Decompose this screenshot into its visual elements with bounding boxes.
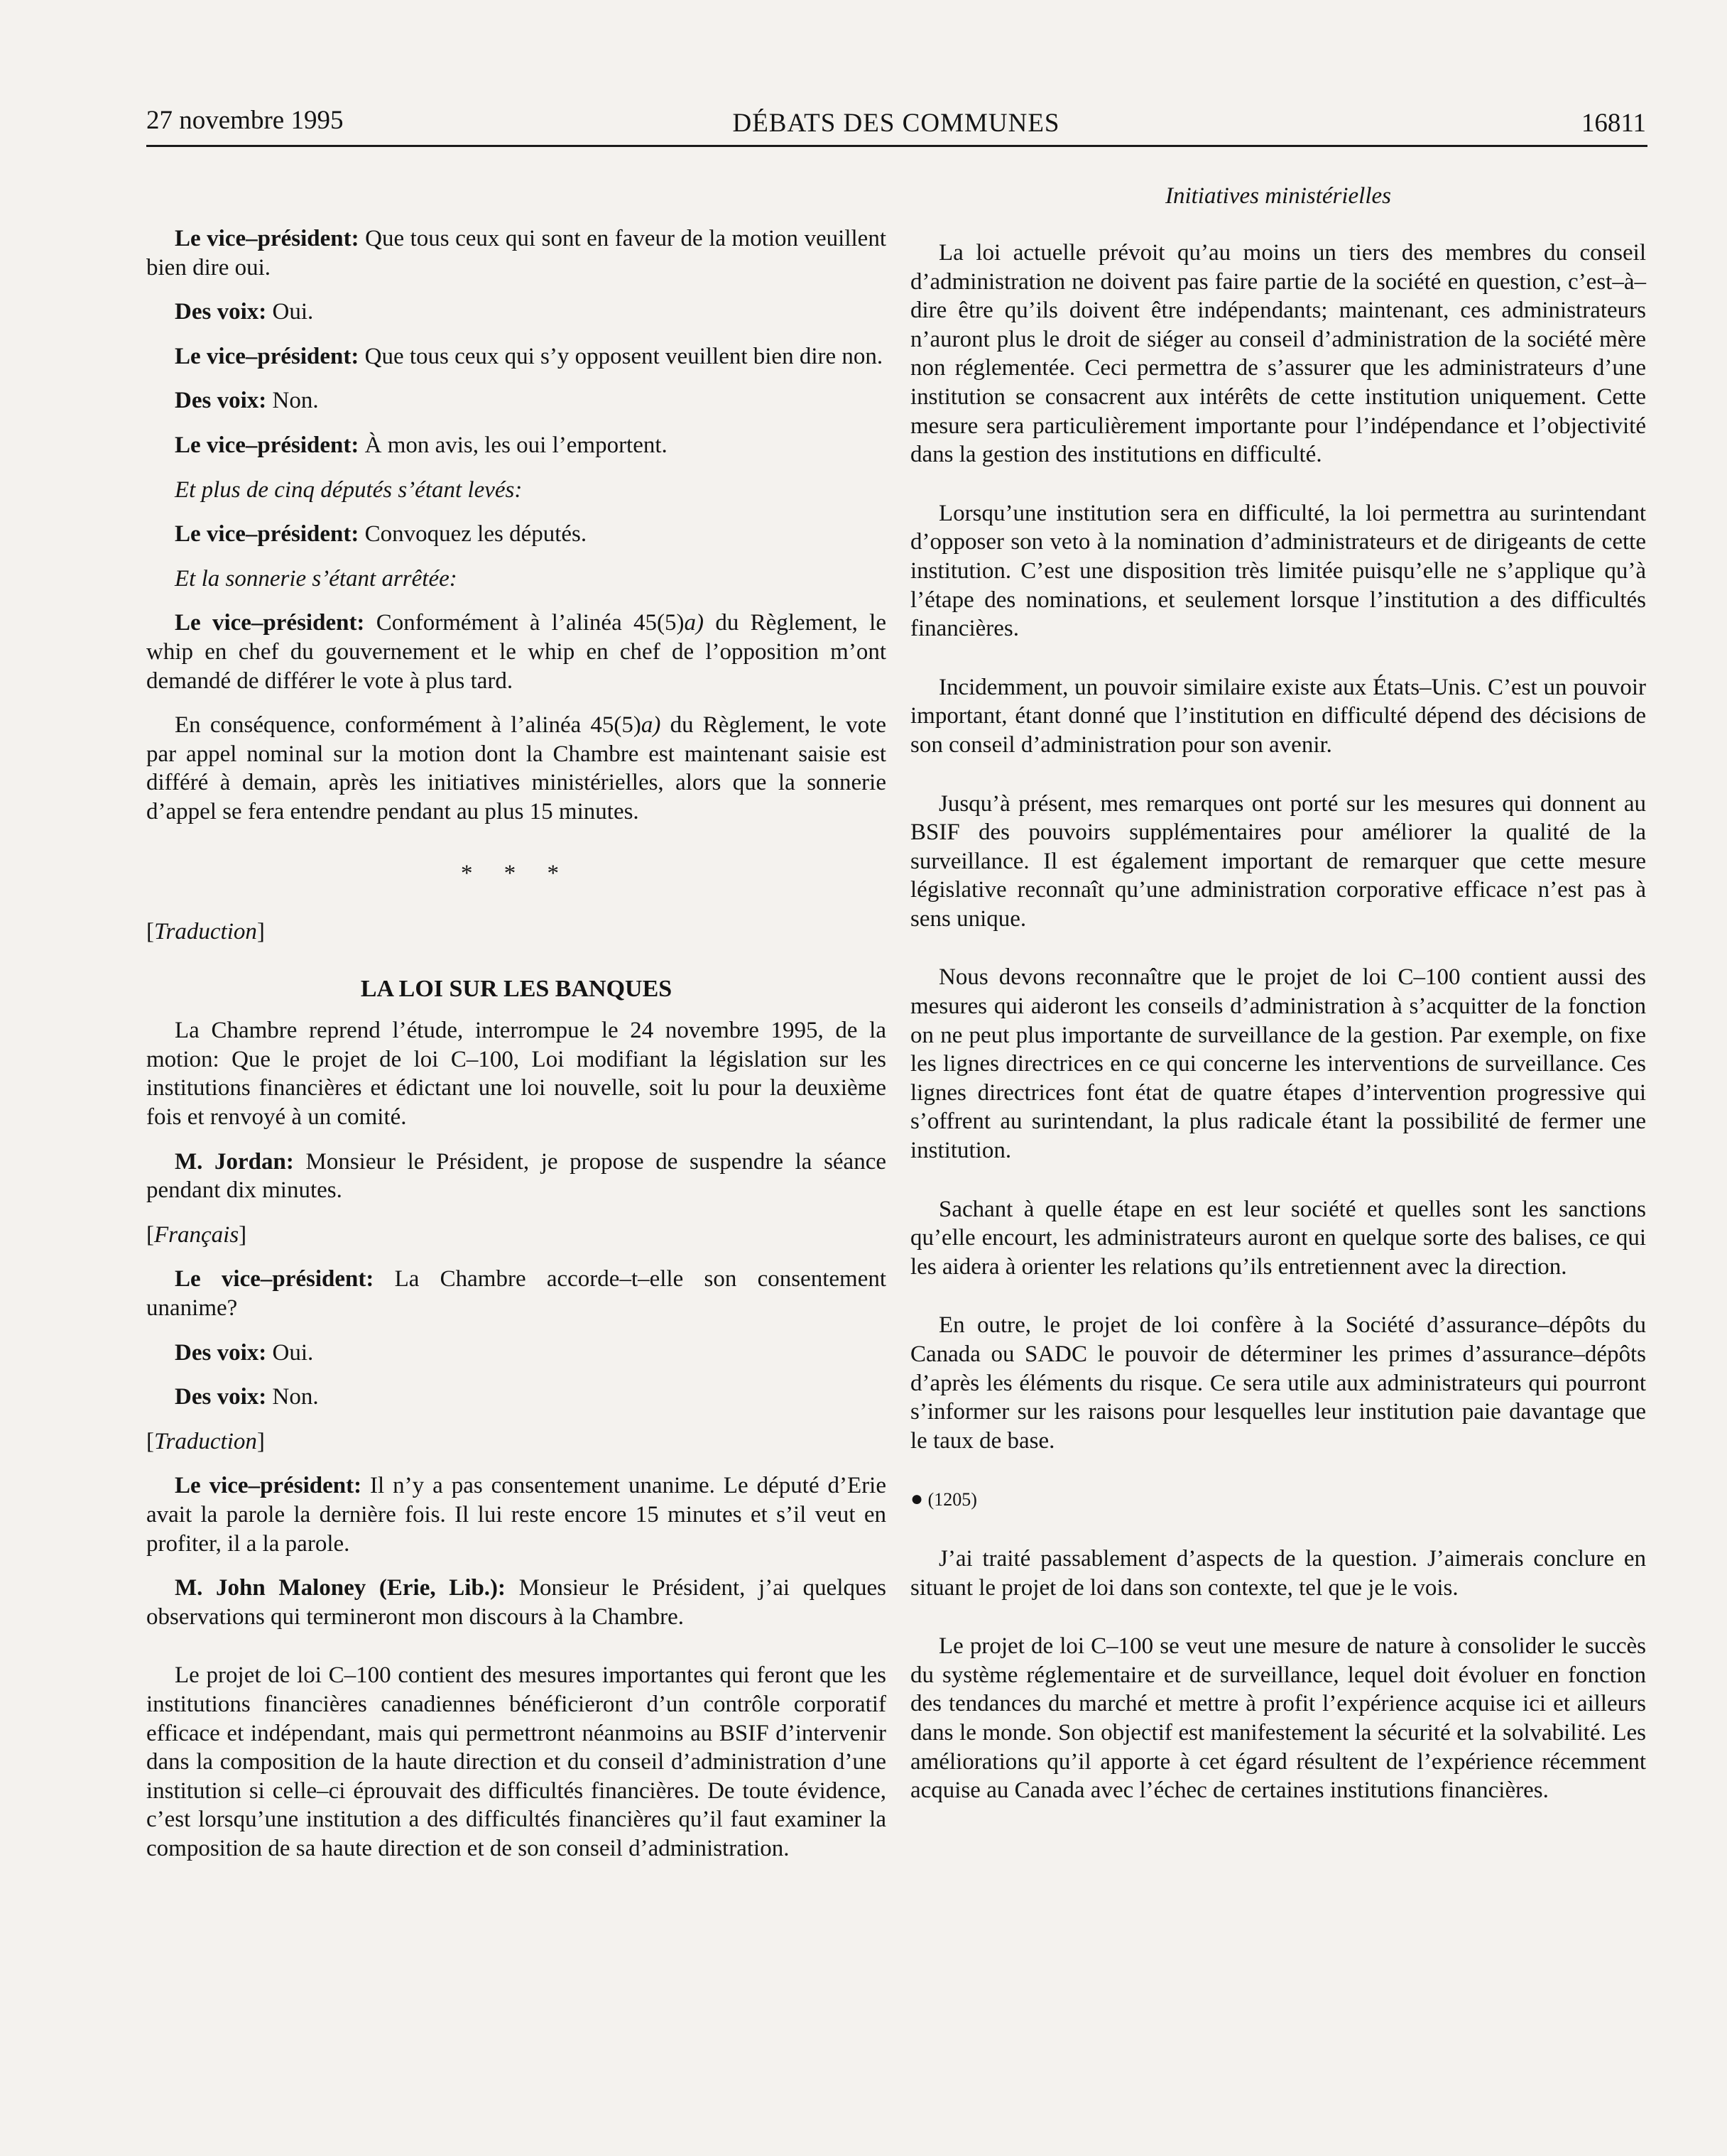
paragraph: Jusqu’à présent, mes remarques ont porté sur les mesures qui donnent au BSIF des pouvoirs supplémentaires pour améliorer la qualité de la surveillance. Il est également important de remarquer que cette mesure législative reconnaît qu’une administration corporative efficace n’est pas à sens unique. [910,790,1646,932]
language-note: [Traduction] [146,919,265,945]
paragraph [146,1471,886,1558]
paragraph [146,609,886,695]
language-note-text: Français [154,1221,239,1248]
paragraph: Nous devons reconnaître que le projet de loi C–100 contient aussi des mesures qui aideront les conseils d’administration à s’acquitter de la fonction on ne peut plus importante de surveillance de la gestion. Par exemple, on fixe les lignes directrices en ce qui concerne les interventions de surveillance. Ces lignes directrices font état de quatre étapes d’intervention progressive qui s’offrent au surintendant, la plus radicale étant la possibilité de fermer une institution. [910,964,1646,1164]
language-note: [Traduction] [146,1428,265,1454]
speech-text: Monsieur le Président, je propose de suspendre la séance pendant dix minutes. [146,1148,886,1204]
paragraph [146,224,886,282]
paragraph [146,386,886,415]
speaker-label: Le vice–président: [175,521,359,548]
speaker-label: M. John Maloney (Erie, Lib.): [175,1575,506,1601]
paragraph [146,1148,886,1205]
paragraph: En outre, le projet de loi confère à la Société d’assurance–dépôts du Canada ou SADC le pouvoir de déterminer les primes d’assurance–dépôts d’après les éléments du risque. Ce sera utile aux administrateurs qui pourront s’informer sur les raisons pour lesquelles leur institution paie davantage que le taux de base. [910,1312,1646,1454]
speech-text: À mon avis, les oui l’emportent. [359,432,668,458]
speaker-label: Le vice–président: [175,226,359,251]
paragraph: Le projet de loi C–100 se veut une mesure de nature à consolider le succès du système réglementaire et de surveillance, lequel doit évoluer en fonction des tendances du marché et mettre à profit l’expérience acquise ici et ailleurs dans le monde. Son objectif est manifestement la sécurité et la solvabilité. Les améliorations qu’il apporte à cet égard résultent de l’expérience récemment acquise au Canada avec l’échec de certaines institutions financières. [910,1633,1646,1804]
paragraph [146,342,886,371]
speech-text: Que tous ceux qui s’y opposent veuillent bien dire non. [359,343,883,369]
speech-text: La Chambre accorde–t–elle son consentement unanime? [146,1266,887,1322]
speaker-label: M. Jordan: [175,1148,294,1175]
paragraph: La loi actuelle prévoit qu’au moins un tiers des membres du conseil d’administration ne doivent pas faire partie de la société en question, c’est–à–dire être qu’ils doivent être indépendants; maintenant, ces administrateurs n’auront plus le droit de siéger au conseil d’administration de la société mère non réglementée. Ceci permettra de s’assurer que les administrateurs d’une institution se consacrent aux intérêts de cette institution uniquement. Cette mesure sera particulièrement importante pour l’indépendance et l’objectivité dans la gestion des institutions en difficulté. [910,240,1646,468]
paragraph [146,1574,886,1631]
paragraph: Lorsqu’une institution sera en difficulté, la loi permettra au surintendant d’opposer son veto à la nomination d’administrateurs et de dirigeants de cette institution. C’est une disposition très limitée puisqu’elle ne s’applique qu’à l’étape des nominations, et seulement lorsque l’institution a des difficultés financières. [910,500,1646,642]
speaker-label: Des voix: [175,388,267,414]
page-header [146,105,1646,148]
paragraph [146,1339,886,1368]
speech-text: Convoquez les députés. [359,521,587,548]
paragraph [146,298,886,327]
speech-text: Oui. [266,299,314,325]
header-page-number: 16811 [1581,109,1646,138]
debate-heading: LA LOI SUR LES BANQUES [360,975,672,1002]
bullet-icon: ● [910,1487,924,1511]
speaker-label: Le vice–président: [175,610,365,636]
header-title: DÉBATS DES COMMUNES [732,109,1060,138]
paragraph: Incidemment, un pouvoir similaire existe aux États–Unis. C’est un pouvoir important, étant donné que l’institution en difficulté dépend des décisions de son conseil d’administration pour son avenir. [910,674,1646,758]
header-date: 27 novembre 1995 [146,106,344,135]
speech-text: En conséquence, conformément à l’alinéa 45(5) [175,712,641,739]
language-note: [Français] [146,1221,247,1248]
speaker-label: Le vice–président: [175,1266,374,1292]
speaker-label: Le vice–président: [175,1473,362,1499]
speech-text-italic: a) [641,712,661,739]
speaker-label: Des voix: [175,299,267,325]
paragraph [146,1383,886,1412]
paragraph: Sachant à quelle étape en est leur société et quelles sont les sanctions qu’elle encourt, les administrateurs auront en quelque sorte des balises, ce qui les aidera à orienter les relations qu’ils entretiennent avec la direction. [910,1196,1646,1280]
speaker-label: Le vice–président: [175,432,359,458]
section-separator: * * * [461,860,572,886]
paragraph: Le projet de loi C–100 contient des mesures importantes qui feront que les institutions financières canadiennes bénéficieront d’un contrôle corporatif efficace et indépendant, mais qui permettront néanmoins au BSIF d’intervenir dans la composition de la haute direction et du conseil d’administration d’une institution si celle–ci éprouvait des difficultés financières. De toute évidence, c’est lorsqu’une institution a des difficultés financières qu’il faut examiner la composition de sa haute direction et de son conseil d’administration. [146,1662,886,1861]
right-column [910,239,1646,1805]
speech-text: du Règlement, le whip en chef du gouvernement et le whip en chef de l’opposition m’ont demandé de différer le vote à plus tard. [146,610,886,694]
left-column [146,224,886,1863]
section-title: Initiatives ministérielles [1165,183,1392,209]
stage-direction: Et plus de cinq députés s’étant levés: [175,477,523,503]
speaker-label: Le vice–président: [175,343,359,369]
speech-text: Que tous ceux qui sont en faveur de la motion veuillent bien dire oui. [146,226,886,281]
paragraph [146,431,886,460]
speech-text: Il n’y a pas consentement unanime. Le député d’Erie avait la parole la dernière fois. Il lui reste encore 15 minutes et s’il veut en profiter, il a la parole. [146,1473,887,1557]
header-rule [146,145,1647,147]
paragraph [146,1265,886,1322]
speech-text: Non. [266,388,319,414]
speaker-label: Des voix: [175,1384,267,1410]
time-marker-text: (1205) [927,1489,977,1510]
stage-direction: Et la sonnerie s’étant arrêtée: [175,565,457,592]
paragraph [146,520,886,549]
paragraph [146,711,886,826]
speech-text: Conformément à l’alinéa 45(5) [364,610,685,636]
speaker-label: Des voix: [175,1339,267,1366]
paragraph: J’ai traité passablement d’aspects de la question. J’aimerais conclure en situant le projet de loi dans son contexte, tel que je le vois. [910,1545,1646,1601]
language-note-text: Traduction [154,1428,257,1454]
speech-text: Non. [266,1384,319,1410]
speech-text: Monsieur le Président, j’ai quelques observations qui termineront mon discours à la Chambre. [146,1575,886,1630]
language-note-text: Traduction [154,919,257,945]
speech-text-italic: a) [684,610,704,636]
speech-text: du Règlement, le vote par appel nominal sur la motion dont la Chambre est maintenant saisie est différé à demain, après les initiatives ministérielles, alors que la sonnerie d’appel se fera entendre pendant au plus 15 minutes. [146,712,886,824]
paragraph: La Chambre reprend l’étude, interrompue le 24 novembre 1995, de la motion: Que le projet de loi C–100, Loi modifiant la législation sur les institutions financières et édictant une loi nouvelle, soit lu pour la deuxième fois et renvoyé à un comité. [146,1018,886,1131]
time-marker [910,1485,1646,1515]
speech-text: Oui. [266,1339,314,1366]
